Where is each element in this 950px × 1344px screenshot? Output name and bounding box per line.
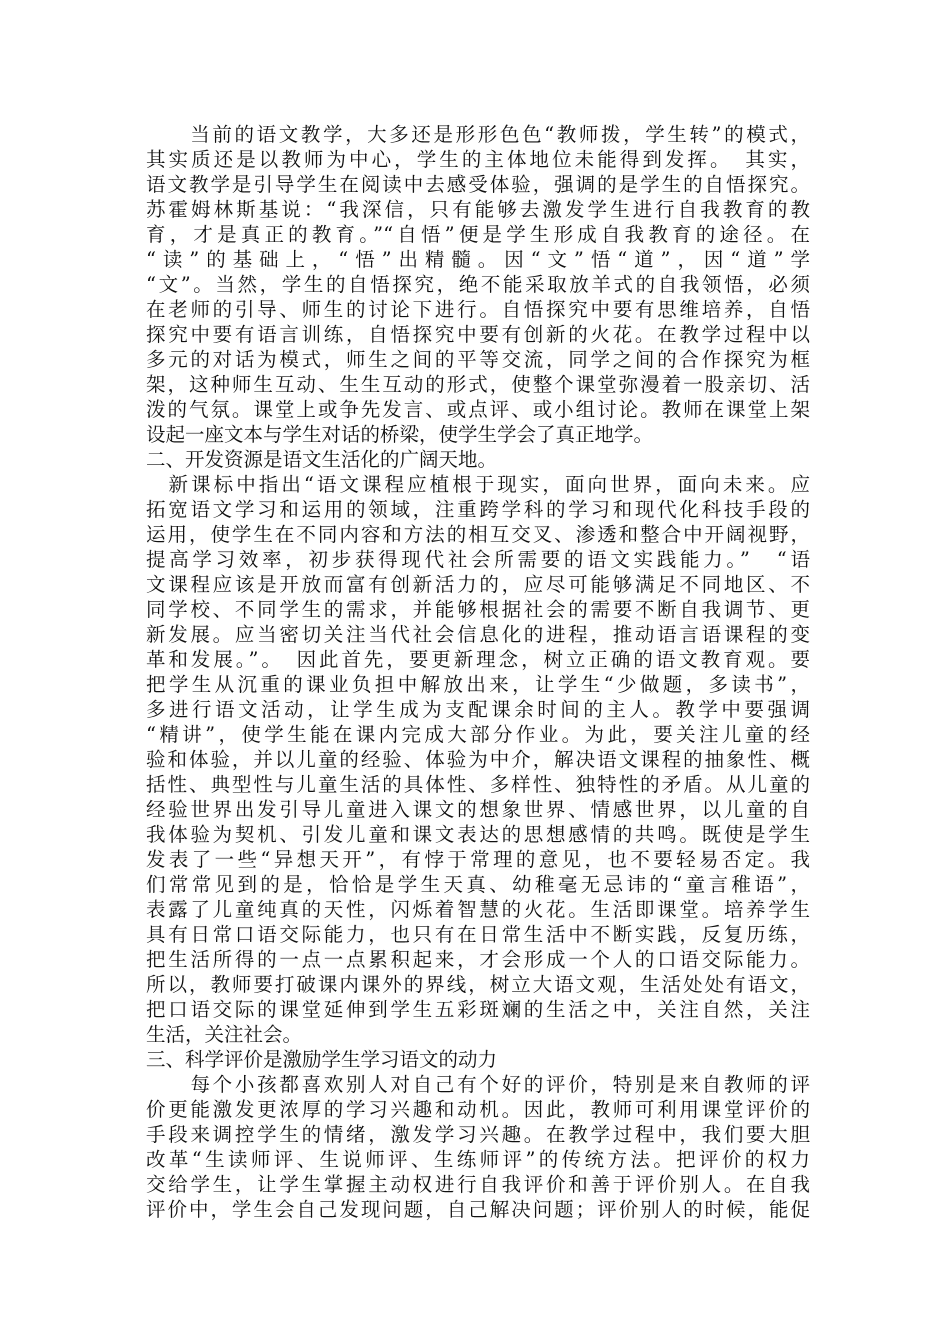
- text-line: 架，这种师生互动、生生互动的形式，使整个课堂弥漫着一股亲切、活: [146, 373, 810, 396]
- text-line: 泼的气氛。课堂上或争先发言、或点评、或小组讨论。教师在课堂上架: [146, 398, 810, 421]
- text-line: 在老师的引导、师生的讨论下进行。自悟探究中要有思维培养，自悟: [146, 298, 810, 321]
- text-line: 同学校、不同学生的需求，并能够根据社会的需要不断自我调节、更: [146, 598, 810, 621]
- text-line: 多进行语文活动，让学生成为支配课余时间的主人。教学中要强调: [146, 698, 810, 721]
- text-line: 生活，关注社会。: [146, 1023, 303, 1046]
- text-line: 当前的语文教学，大多还是形形色色“教师拨，学生转”的模式，: [146, 123, 810, 146]
- text-line: 评价中，学生会自己发现问题，自己解决问题；评价别人的时候，能促: [146, 1198, 810, 1221]
- text-line: 探究中要有语言训练，自悟探究中要有创新的火花。在教学过程中以: [146, 323, 810, 346]
- text-line: “精讲”，使学生能在课内完成大部分作业。为此，要关注儿童的经: [146, 723, 810, 746]
- document-body: [146, 122, 810, 1222]
- text-line: 们常常见到的是，恰恰是学生天真、幼稚毫无忌讳的“童言稚语”，: [146, 873, 810, 896]
- text-line: 交给学生，让学生掌握主动权进行自我评价和善于评价别人。在自我: [146, 1173, 810, 1196]
- text-line: 所以，教师要打破课内课外的界线，树立大语文观，生活处处有语文，: [146, 973, 810, 996]
- text-line: 革和发展。”。 因此首先，要更新理念，树立正确的语文教育观。要: [146, 648, 810, 671]
- text-line: 二、开发资源是语文生活化的广阔天地。: [146, 448, 498, 471]
- text-line: 把学生从沉重的课业负担中解放出来，让学生“少做题，多读书”，: [146, 673, 810, 696]
- text-line: 设起一座文本与学生对话的桥梁，使学生学会了真正地学。: [146, 423, 654, 446]
- text-line: 价更能激发更浓厚的学习兴趣和动机。因此，教师可利用课堂评价的: [146, 1098, 810, 1121]
- text-line: 改革“生读师评、生说师评、生练师评”的传统方法。把评价的权力: [146, 1148, 810, 1171]
- text-line: 把生活所得的一点一点累积起来，才会形成一个人的口语交际能力。: [146, 948, 810, 971]
- text-line: 苏霍姆林斯基说：“我深信，只有能够去激发学生进行自我教育的教: [146, 198, 810, 221]
- text-line: 拓宽语文学习和运用的领域，注重跨学科的学习和现代化科技手段的: [146, 498, 810, 521]
- text-line: 新发展。应当密切关注当代社会信息化的进程，推动语言语课程的变: [146, 623, 810, 646]
- text-line: 手段来调控学生的情绪，激发学习兴趣。在教学过程中，我们要大胆: [146, 1123, 810, 1146]
- text-line: 表露了儿童纯真的天性，闪烁着智慧的火花。生活即课堂。培养学生: [146, 898, 810, 921]
- text-line: 我体验为契机、引发儿童和课文表达的思想感情的共鸣。既使是学生: [146, 823, 810, 846]
- text-line: 发表了一些“异想天开”，有悖于常理的意见，也不要轻易否定。我: [146, 848, 810, 871]
- text-line: “文”。当然，学生的自悟探究，绝不能采取放羊式的自我领悟，必须: [146, 273, 810, 296]
- text-line: “读”的基础上，“悟”出精髓。因“文”悟“道”，因“道”学: [146, 248, 810, 271]
- text-line: 运用，使学生在不同内容和方法的相互交叉、渗透和整合中开阔视野，: [146, 523, 810, 546]
- text-line: 每个小孩都喜欢别人对自己有个好的评价，特别是来自教师的评: [146, 1073, 810, 1096]
- text-line: 新课标中指出“语文课程应植根于现实，面向世界，面向未来。应: [146, 473, 810, 496]
- text-line: 具有日常口语交际能力，也只有在日常生活中不断实践，反复历练，: [146, 923, 810, 946]
- text-line: 语文教学是引导学生在阅读中去感受体验，强调的是学生的自悟探究。: [146, 173, 810, 196]
- text-line: 文课程应该是开放而富有创新活力的，应尽可能够满足不同地区、不: [146, 573, 810, 596]
- text-line: 育，才是真正的教育。”“自悟”便是学生形成自我教育的途径。在: [146, 223, 810, 246]
- text-line: 多元的对话为模式，师生之间的平等交流，同学之间的合作探究为框: [146, 348, 810, 371]
- text-line: 经验世界出发引导儿童进入课文的想象世界、情感世界，以儿童的自: [146, 798, 810, 821]
- text-line: 验和体验，并以儿童的经验、体验为中介，解决语文课程的抽象性、概: [146, 748, 810, 771]
- text-line: 三、科学评价是激励学生学习语文的动力: [146, 1048, 498, 1071]
- text-line: 其实质还是以教师为中心，学生的主体地位未能得到发挥。 其实，: [146, 148, 810, 171]
- text-line: 提高学习效率，初步获得现代社会所需要的语文实践能力。” “语: [146, 548, 810, 571]
- text-line: 把口语交际的课堂延伸到学生五彩斑斓的生活之中，关注自然，关注: [146, 998, 810, 1021]
- text-line: 括性、典型性与儿童生活的具体性、多样性、独特性的矛盾。从儿童的: [146, 773, 810, 796]
